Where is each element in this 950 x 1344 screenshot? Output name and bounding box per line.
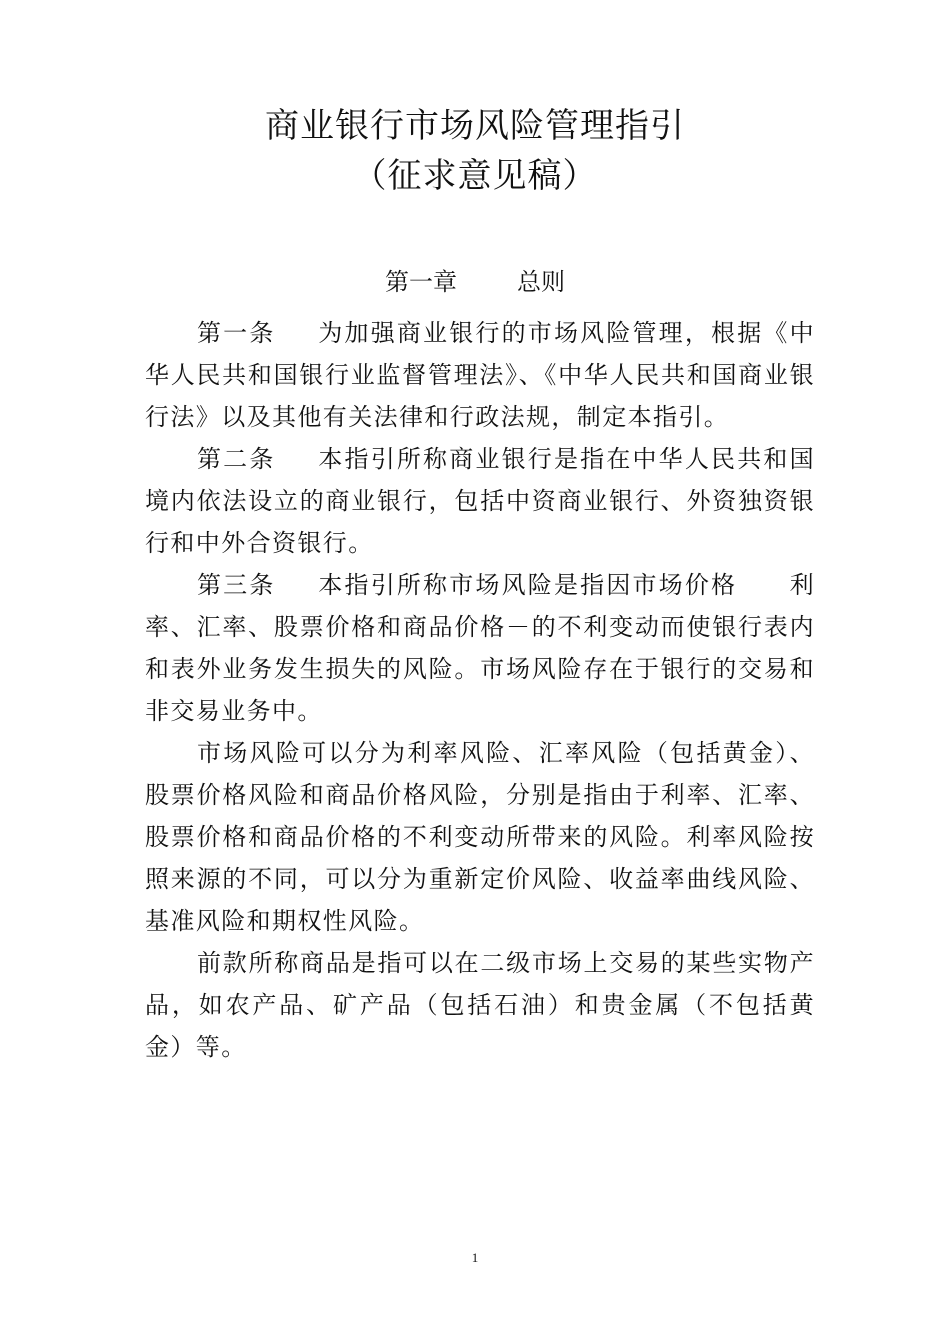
document-title: 商业银行市场风险管理指引 [265,106,685,146]
document-body [145,312,815,1068]
article-number: 第二条 [197,445,276,473]
article-number: 第三条 [197,571,276,599]
article-number: 第一条 [197,319,276,347]
article-paragraph [145,438,815,564]
chapter-name: 总则 [517,268,565,296]
article-paragraph [145,312,815,438]
article-text: 本指引所称商业银行是指在中华人民共和国境内依法设立的商业银行，包括中资商业银行、外资独资银行和中外合资银行。 [145,445,815,557]
body-paragraph [145,942,815,1068]
article-paragraph [145,564,815,732]
article-text: 本指引所称市场风险是指因市场价格 利率、汇率、股票价格和商品价格－的不利变动而使银行表内和表外业务发生损失的风险。市场风险存在于银行的交易和非交易业务中。 [145,571,815,725]
article-text: 为加强商业银行的市场风险管理，根据《中华人民共和国银行业监督管理法》、《中华人民共和国商业银行法》以及其他有关法律和行政法规，制定本指引。 [145,319,815,431]
paragraph-text: 市场风险可以分为利率风险、汇率风险（包括黄金）、股票价格风险和商品价格风险，分别是指由于利率、汇率、股票价格和商品价格的不利变动所带来的风险。利率风险按照来源的不同，可以分为重新定价风险、收益率曲线风险、基准风险和期权性风险。 [145,739,815,935]
chapter-number: 第一章 [385,268,457,296]
paragraph-text: 前款所称商品是指可以在二级市场上交易的某些实物产品，如农产品、矿产品（包括石油）和贵金属（不包括黄金）等。 [145,949,815,1061]
body-paragraph [145,732,815,942]
chapter-heading [0,266,950,298]
document-subtitle: （征求意见稿） [352,156,598,196]
page-number: 1 [471,1250,479,1265]
